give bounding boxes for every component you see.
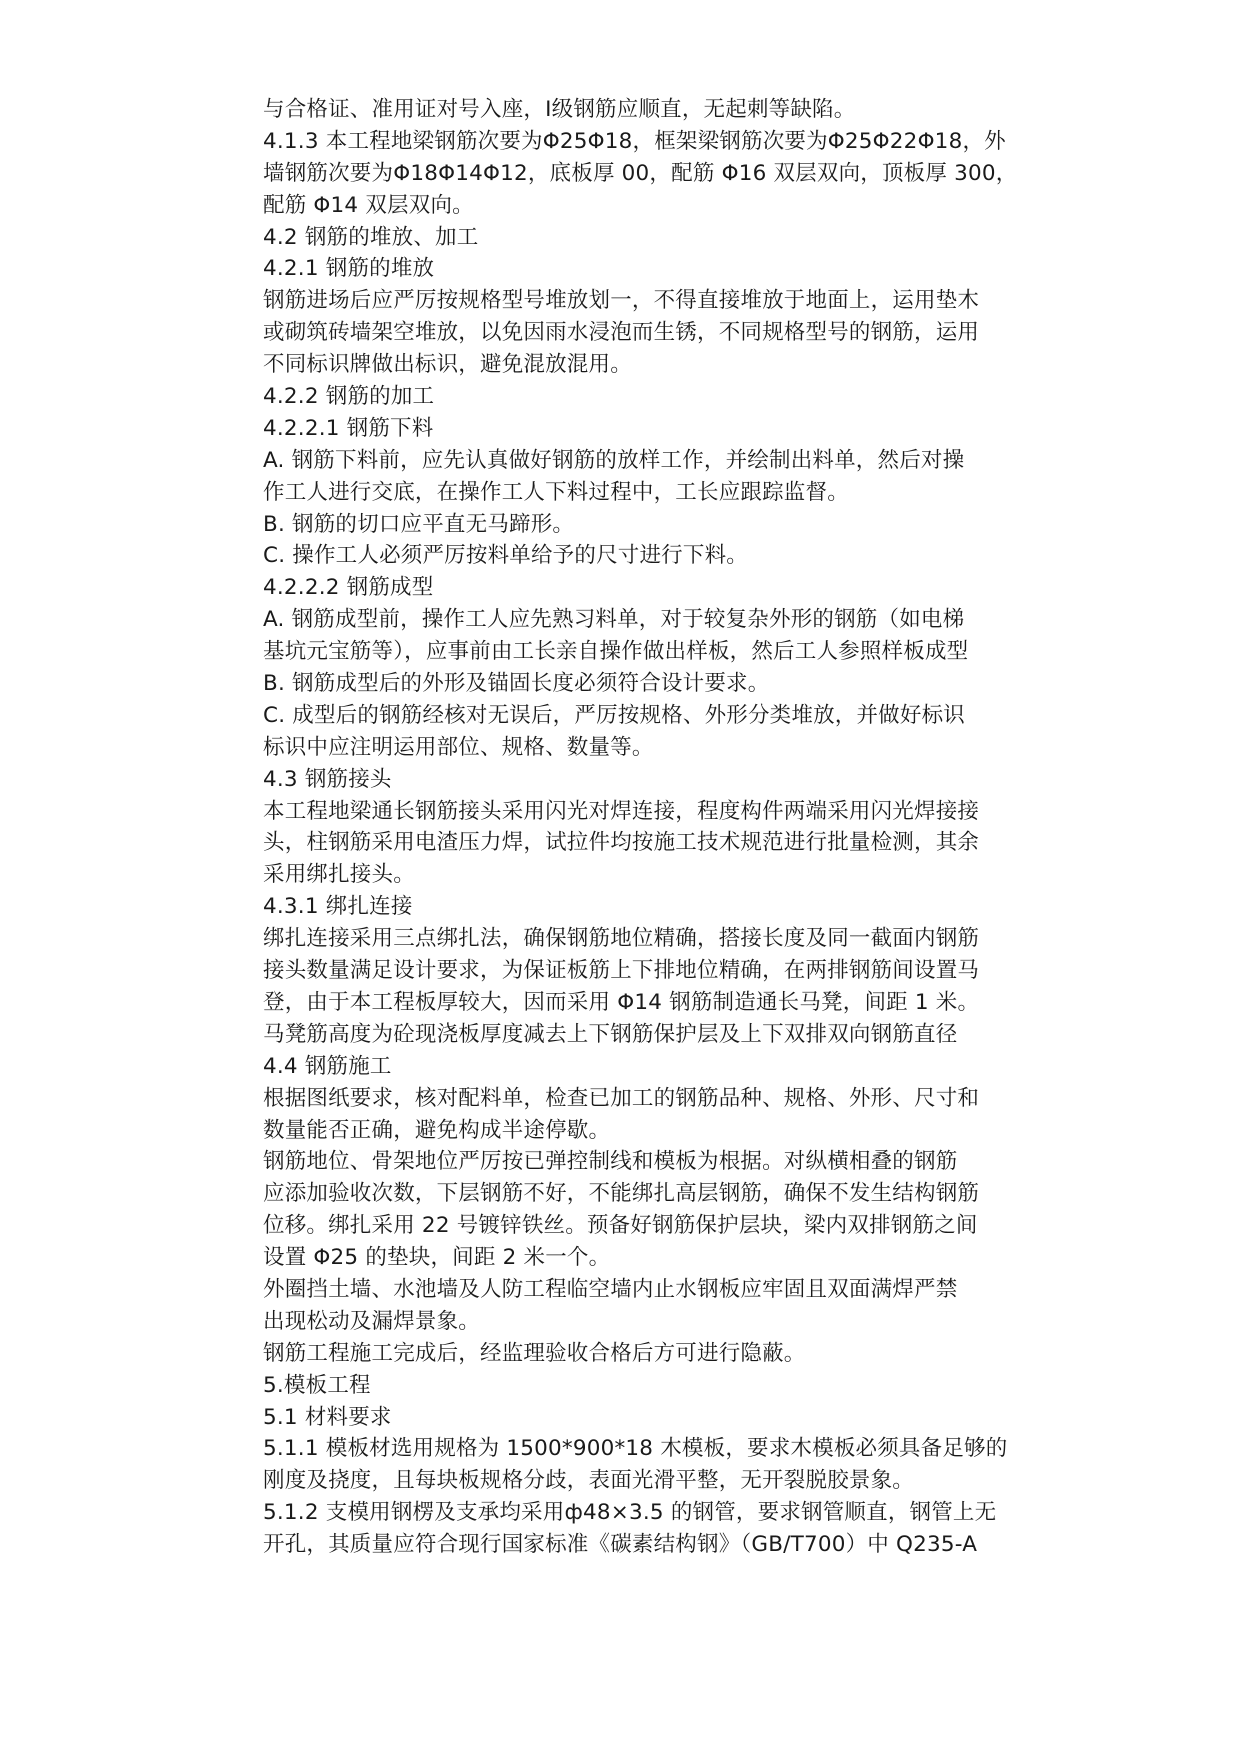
text-line: C. 成型后的钢筋经核对无误后，严厉按规格、外形分类堆放，并做好标识 <box>263 702 965 728</box>
text-line: A. 钢筋下料前，应先认真做好钢筋的放样工作，并绘制出料单，然后对操 <box>263 447 965 473</box>
text-line: 马凳筋高度为砼现浇板厚度减去上下钢筋保护层及上下双排双向钢筋直径 <box>263 1021 958 1047</box>
subsection-heading: 4.2.1 钢筋的堆放 <box>263 256 435 282</box>
document-body <box>263 94 1083 1561</box>
text-line: 标识中应注明运用部位、规格、数量等。 <box>263 734 654 760</box>
subsection-heading: 4.2.2.2 钢筋成型 <box>263 575 434 601</box>
text-line: B. 钢筋成型后的外形及锚固长度必须符合设计要求。 <box>263 671 770 697</box>
text-line: C. 操作工人必须严厉按料单给予的尺寸进行下料。 <box>263 543 748 569</box>
text-line: 本工程地梁通长钢筋接头采用闪光对焊连接，程度构件两端采用闪光焊接接 <box>263 798 980 824</box>
text-line: 墙钢筋次要为Φ18Φ14Φ12，底板厚 00，配筋 Φ16 双层双向，顶板厚 300， <box>263 160 1018 186</box>
text-line: 作工人进行交底，在操作工人下料过程中，工长应跟踪监督。 <box>263 479 849 505</box>
text-line: 头，柱钢筋采用电渣压力焊，试拉件均按施工技术规范进行批量检测，其余 <box>263 830 980 856</box>
text-line: 刚度及挠度，且每块板规格分歧，表面光滑平整，无开裂脱胶景象。 <box>263 1468 915 1494</box>
text-line: 钢筋工程施工完成后，经监理验收合格后方可进行隐蔽。 <box>263 1340 806 1366</box>
text-line: 钢筋进场后应严厉按规格型号堆放划一，不得直接堆放于地面上，运用垫木 <box>263 288 980 314</box>
text-line: 钢筋地位、骨架地位严厉按已弹控制线和模板为根据。对纵横相叠的钢筋 <box>263 1149 958 1175</box>
text-line: 接头数量满足设计要求，为保证板筋上下排地位精确，在两排钢筋间设置马 <box>263 958 980 984</box>
text-line: 设置 Φ25 的垫块，间距 2 米一个。 <box>263 1245 611 1271</box>
subsection-heading: 4.2.2.1 钢筋下料 <box>263 415 434 441</box>
text-line: 5.1.2 支模用钢楞及支承均采用ф48×3.5 的钢管，要求钢管顺直，钢管上无 <box>263 1500 997 1526</box>
text-line: 不同标识牌做出标识，避免混放混用。 <box>263 352 632 378</box>
text-line: 4.1.3 本工程地梁钢筋次要为Φ25Φ18，框架梁钢筋次要为Φ25Φ22Φ18，外 <box>263 128 1006 154</box>
text-line: 配筋 Φ14 双层双向。 <box>263 192 474 218</box>
text-line: 开孔，其质量应符合现行国家标准《碳素结构钢》（GB/T700）中 Q235-A <box>263 1532 978 1558</box>
text-line: 登，由于本工程板厚较大，因而采用 Φ14 钢筋制造通长马凳，间距 1 米。 <box>263 989 980 1015</box>
text-line: 应添加验收次数，下层钢筋不好，不能绑扎高层钢筋，确保不发生结构钢筋 <box>263 1181 980 1207</box>
chapter-heading: 5.模板工程 <box>263 1372 371 1398</box>
text-line: 绑扎连接采用三点绑扎法，确保钢筋地位精确，搭接长度及同一截面内钢筋 <box>263 926 980 952</box>
text-line: 与合格证、准用证对号入座，Ⅰ级钢筋应顺直，无起刺等缺陷。 <box>263 97 856 122</box>
subsection-heading: 4.2.2 钢筋的加工 <box>263 384 435 410</box>
text-line: 外圈挡土墙、水池墙及人防工程临空墙内止水钢板应牢固且双面满焊严禁 <box>263 1276 958 1302</box>
text-line: 数量能否正确，避免构成半途停歇。 <box>263 1117 611 1143</box>
text-line: 出现松动及漏焊景象。 <box>263 1308 481 1334</box>
text-line: 采用绑扎接头。 <box>263 862 415 888</box>
text-line: 位移。绑扎采用 22 号镀锌铁丝。预备好钢筋保护层块，梁内双排钢筋之间 <box>263 1213 978 1239</box>
text-line: A. 钢筋成型前，操作工人应先熟习料单，对于较复杂外形的钢筋（如电梯 <box>263 607 965 633</box>
section-heading: 5.1 材料要求 <box>263 1404 392 1430</box>
text-line: 基坑元宝筋等），应事前由工长亲自操作做出样板，然后工人参照样板成型 <box>263 639 969 665</box>
section-heading: 4.3 钢筋接头 <box>263 766 392 792</box>
subsection-heading: 4.3.1 绑扎连接 <box>263 894 413 920</box>
section-heading: 4.2 钢筋的堆放、加工 <box>263 224 479 250</box>
text-line: B. 钢筋的切口应平直无马蹄形。 <box>263 511 575 537</box>
section-heading: 4.4 钢筋施工 <box>263 1053 392 1079</box>
text-line: 根据图纸要求，核对配料单，检查已加工的钢筋品种、规格、外形、尺寸和 <box>263 1085 980 1111</box>
text-line: 5.1.1 模板材选用规格为 1500*900*18 木模板，要求木模板必须具备足够的 <box>263 1436 1008 1462</box>
text-line: 或砌筑砖墙架空堆放，以免因雨水浸泡而生锈，不同规格型号的钢筋，运用 <box>263 320 980 346</box>
